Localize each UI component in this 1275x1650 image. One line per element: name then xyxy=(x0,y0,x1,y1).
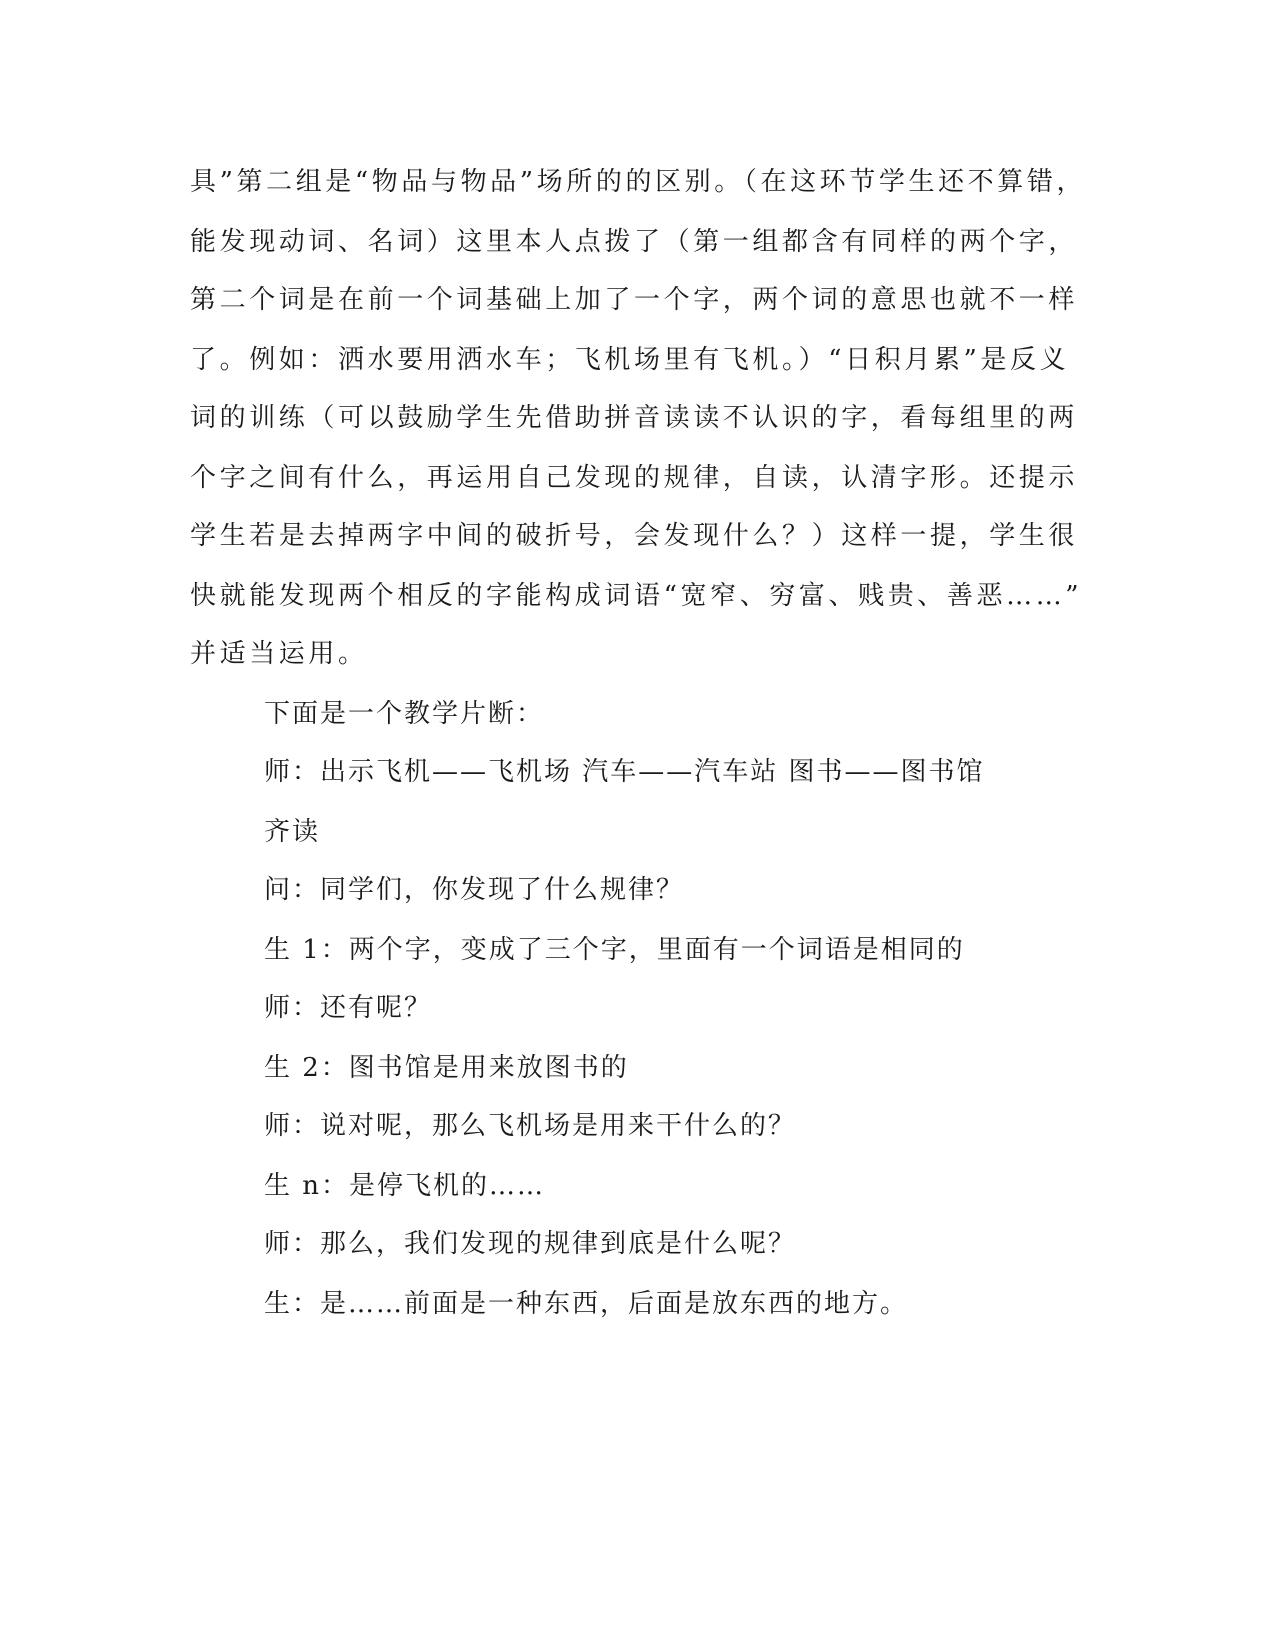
dialogue-line: 生 2：图书馆是用来放图书的 xyxy=(264,1053,629,1083)
paragraph-line: 学生若是去掉两字中间的破折号，会发现什么？）这样一提，学生很 xyxy=(190,521,1079,551)
paragraph-line: 词的训练（可以鼓励学生先借助拼音读读不认识的字，看每组里的两 xyxy=(190,403,1079,433)
paragraph-line: 快就能发现两个相反的字能构成词语“宽窄、穷富、贱贵、善恶……” xyxy=(190,581,1083,611)
dialogue-line: 师：说对呢，那么飞机场是用来干什么的？ xyxy=(264,1111,797,1141)
dialogue-line: 生 1：两个字，变成了三个字，里面有一个词语是相同的 xyxy=(264,935,965,965)
dialogue-line: 师：还有呢？ xyxy=(264,993,433,1023)
dialogue-line: 师：出示飞机——飞机场 汽车——汽车站 图书——图书馆 xyxy=(264,757,985,787)
paragraph-line: 能发现动词、名词）这里本人点拨了（第一组都含有同样的两个字， xyxy=(190,227,1079,257)
dialogue-line: 问：同学们，你发现了什么规律？ xyxy=(264,875,685,905)
paragraph-line: 了。例如：洒水要用洒水车；飞机场里有飞机。）“日积月累”是反义 xyxy=(190,345,1070,375)
dialogue-line: 生 n：是停飞机的…… xyxy=(264,1171,546,1201)
dialogue-line: 师：那么，我们发现的规律到底是什么呢？ xyxy=(264,1229,797,1259)
dialogue-line: 生：是……前面是一种东西，后面是放东西的地方。 xyxy=(264,1289,909,1319)
paragraph-line: 并适当运用。 xyxy=(190,639,368,669)
paragraph-line: 个字之间有什么，再运用自己发现的规律，自读，认清字形。还提示 xyxy=(190,463,1079,493)
dialogue-intro: 下面是一个教学片断： xyxy=(264,699,545,729)
paragraph-line: 第二个词是在前一个词基础上加了一个字，两个词的意思也就不一样 xyxy=(190,285,1079,315)
dialogue-line: 齐读 xyxy=(264,817,321,847)
paragraph-line: 具”第二组是“物品与物品”场所的的区别。（在这环节学生还不算错， xyxy=(190,167,1087,197)
